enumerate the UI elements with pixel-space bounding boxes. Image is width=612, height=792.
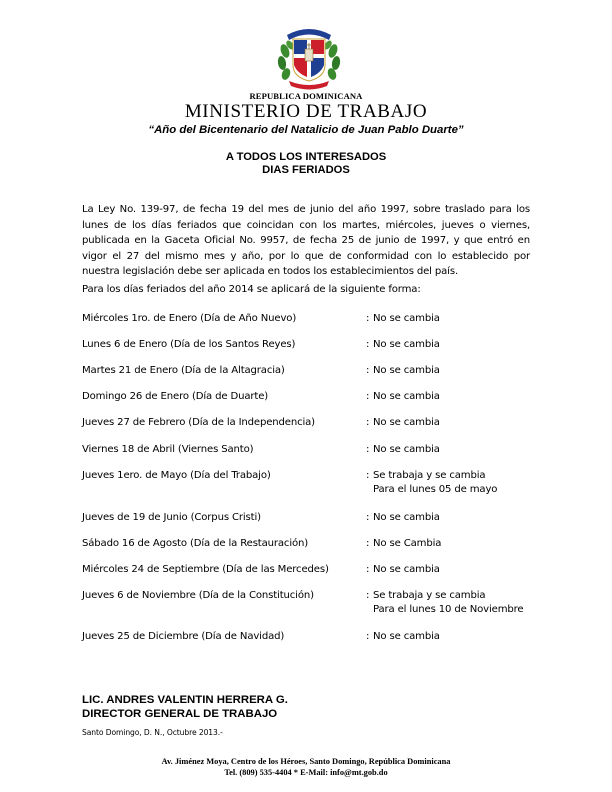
- bottom-ribbon: [289, 81, 329, 90]
- holiday-status: [366, 338, 440, 352]
- holiday-status: [366, 390, 440, 404]
- separator-colon: :: [366, 564, 370, 575]
- ministry-name: MINISTERIO DE TRABAJO: [184, 101, 428, 122]
- intro-line: Para los días feriados del año 2014 se aplicará de la siguiente forma:: [82, 284, 421, 295]
- holiday-status-text: No se cambia: [373, 512, 440, 523]
- shield-icon: [293, 39, 325, 81]
- holiday-status: [366, 563, 440, 577]
- separator-colon: :: [366, 391, 370, 402]
- holiday-date: Miércoles 1ro. de Enero (Día de Año Nuevo): [82, 313, 297, 324]
- holiday-status: [366, 589, 485, 603]
- country-name: REPUBLICA DOMINICANA: [249, 91, 363, 101]
- holiday-date: Sábado 16 de Agosto (Día de la Restauración): [82, 538, 309, 549]
- holiday-status-text: No se cambia: [373, 365, 440, 376]
- separator-colon: :: [366, 512, 370, 523]
- holiday-date: Martes 21 de Enero (Día de la Altagracia): [82, 365, 285, 376]
- holiday-note: Para el lunes 05 de mayo: [373, 483, 498, 495]
- holiday-date: Jueves de 19 de Junio (Corpus Cristi): [82, 512, 261, 523]
- holiday-status-text: Se trabaja y se cambia: [373, 590, 486, 601]
- holiday-date: Jueves 1ero. de Mayo (Día del Trabajo): [82, 470, 271, 481]
- holiday-status-text: Se trabaja y se cambia: [373, 470, 486, 481]
- place-date: Santo Domingo, D. N., Octubre 2013.-: [82, 728, 223, 737]
- holiday-date: Viernes 18 de Abril (Viernes Santo): [82, 444, 254, 455]
- holiday-status: [366, 312, 440, 326]
- holiday-status-text: No se cambia: [373, 313, 440, 324]
- holiday-status: [366, 443, 440, 457]
- signer-title: DIRECTOR GENERAL DE TRABAJO: [82, 708, 278, 720]
- holiday-status: [366, 511, 440, 525]
- year-motto: “Año del Bicentenario del Natalicio de Juan Pablo Duarte”: [148, 124, 464, 136]
- footer-contact: Tel. (809) 535-4404 * E-Mail: info@mt.gob.do: [224, 768, 388, 777]
- separator-colon: :: [366, 538, 370, 549]
- separator-colon: :: [366, 444, 370, 455]
- holiday-status: [366, 364, 440, 378]
- separator-colon: :: [366, 417, 370, 428]
- holiday-status: [366, 537, 441, 551]
- notice-subtitle: DIAS FERIADOS: [262, 164, 350, 176]
- holiday-status-text: No se Cambia: [373, 538, 442, 549]
- footer-address: Av. Jiménez Moya, Centro de los Héroes, Santo Domingo, República Dominicana: [161, 757, 451, 766]
- coat-of-arms-emblem: [273, 21, 345, 91]
- holiday-date: Lunes 6 de Enero (Día de los Santos Reyes): [82, 339, 296, 350]
- holiday-date: Jueves 25 de Diciembre (Día de Navidad): [82, 631, 285, 642]
- signer-name: LIC. ANDRES VALENTIN HERRERA G.: [82, 694, 288, 706]
- separator-colon: :: [366, 365, 370, 376]
- separator-colon: :: [366, 590, 370, 601]
- holiday-status: [366, 416, 440, 430]
- separator-colon: :: [366, 313, 370, 324]
- law-paragraph: La Ley No. 139-97, de fecha 19 del mes de junio del año 1997, sobre traslado para los lunes de los días feriados que coincidan con los martes, miércoles, jueves o viernes, publicada en la Gaceta Oficial No. 9957, de fecha 25 de junio de 1997, y que entró en vigor el 27 del mismo mes y año, por lo que de conformidad con lo establecido por nuestra legislación debe ser aplicada en todos los establecimientos del país.: [82, 204, 530, 278]
- holiday-date: Domingo 26 de Enero (Día de Duarte): [82, 391, 269, 402]
- holiday-status-text: No se cambia: [373, 417, 440, 428]
- holiday-status-text: No se cambia: [373, 391, 440, 402]
- holiday-status: [366, 630, 440, 644]
- holiday-date: Miércoles 24 de Septiembre (Día de las Mercedes): [82, 564, 329, 575]
- holiday-status-text: No se cambia: [373, 444, 440, 455]
- separator-colon: :: [366, 339, 370, 350]
- separator-colon: :: [366, 470, 370, 481]
- holiday-status-text: No se cambia: [373, 631, 440, 642]
- holiday-status-text: No se cambia: [373, 564, 440, 575]
- holiday-note: Para el lunes 10 de Noviembre: [373, 603, 524, 615]
- separator-colon: :: [366, 631, 370, 642]
- top-ribbon: [287, 29, 331, 40]
- notice-title: A TODOS LOS INTERESADOS: [225, 151, 387, 163]
- holiday-date: Jueves 6 de Noviembre (Día de la Constitución): [82, 590, 314, 601]
- holiday-status-text: No se cambia: [373, 339, 440, 350]
- holiday-date: Jueves 27 de Febrero (Día de la Independencia): [82, 417, 315, 428]
- holiday-status: [366, 469, 485, 483]
